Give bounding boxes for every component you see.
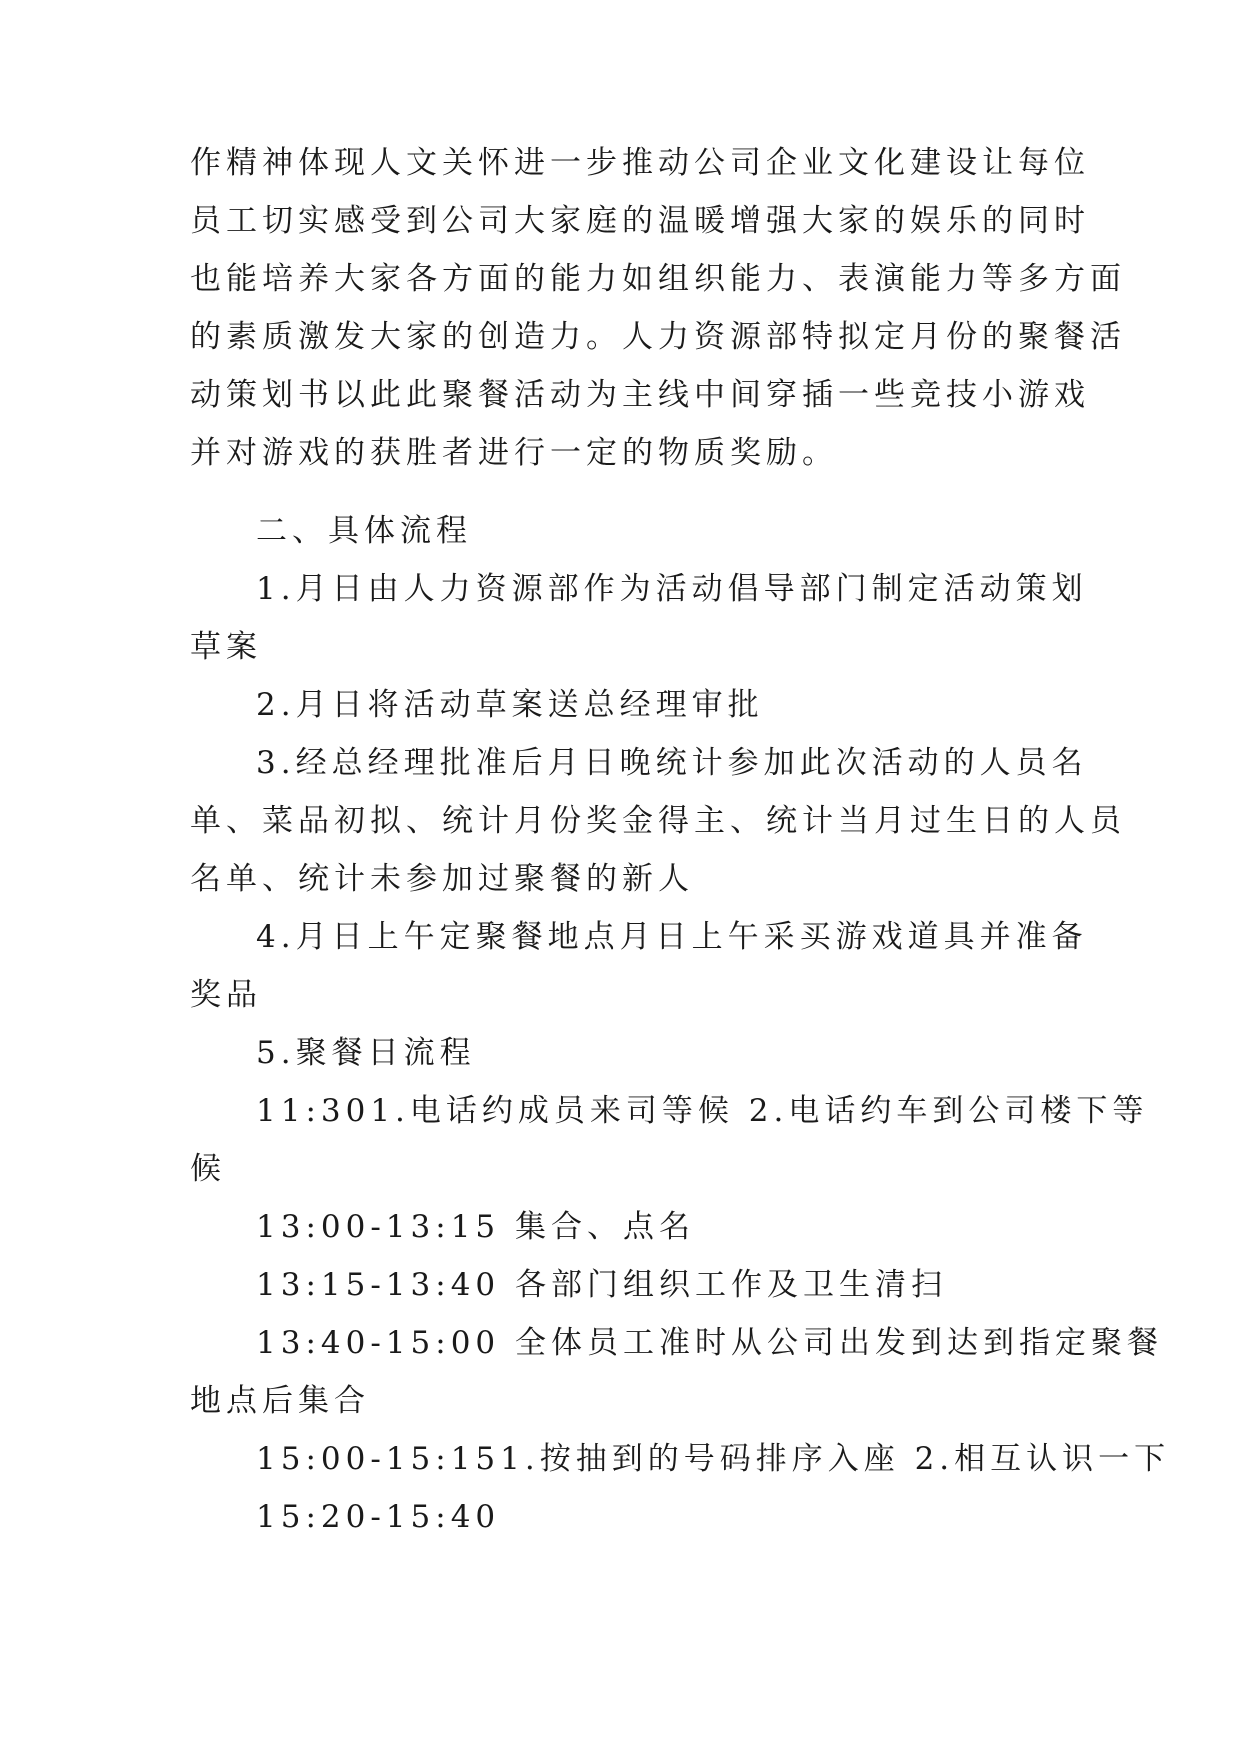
schedule-1520: 15:20-15:40 bbox=[256, 1499, 501, 1535]
schedule-1340-line-1: 13:40-15:00 全体员工准时从公司出发到达到指定聚餐 bbox=[256, 1325, 1164, 1361]
schedule-1315: 13:15-13:40 各部门组织工作及卫生清扫 bbox=[256, 1267, 948, 1303]
schedule-1500: 15:00-15:151.按抽到的号码排序入座 2.相互认识一下 bbox=[256, 1441, 1171, 1477]
intro-line-6: 并对游戏的获胜者进行一定的物质奖励。 bbox=[190, 435, 838, 471]
intro-line-1: 作精神体现人文关怀进一步推动公司企业文化建设让每位 bbox=[190, 145, 1090, 181]
step-2: 2.月日将活动草案送总经理审批 bbox=[256, 687, 764, 723]
intro-line-5: 动策划书以此此聚餐活动为主线中间穿插一些竞技小游戏 bbox=[190, 377, 1090, 413]
intro-line-3: 也能培养大家各方面的能力如组织能力、表演能力等多方面 bbox=[190, 261, 1126, 297]
schedule-1340-line-2: 地点后集合 bbox=[190, 1383, 370, 1419]
step-4-line-2: 奖品 bbox=[190, 977, 262, 1013]
step-5: 5.聚餐日流程 bbox=[256, 1035, 476, 1071]
step-1-line-2: 草案 bbox=[190, 629, 262, 665]
step-3-line-3: 名单、统计未参加过聚餐的新人 bbox=[190, 861, 694, 897]
section-heading: 二、具体流程 bbox=[256, 513, 472, 549]
step-4-line-1: 4.月日上午定聚餐地点月日上午采买游戏道具并准备 bbox=[256, 919, 1088, 955]
schedule-1130-line-1: 11:301.电话约成员来司等候 2.电话约车到公司楼下等 bbox=[256, 1093, 1149, 1129]
schedule-1300: 13:00-13:15 集合、点名 bbox=[256, 1209, 696, 1245]
step-3-line-2: 单、菜品初拟、统计月份奖金得主、统计当月过生日的人员 bbox=[190, 803, 1126, 839]
schedule-1130-line-2: 候 bbox=[190, 1151, 226, 1187]
intro-line-2: 员工切实感受到公司大家庭的温暖增强大家的娱乐的同时 bbox=[190, 203, 1090, 239]
step-3-line-1: 3.经总经理批准后月日晚统计参加此次活动的人员名 bbox=[256, 745, 1088, 781]
intro-line-4: 的素质激发大家的创造力。人力资源部特拟定月份的聚餐活 bbox=[190, 319, 1126, 355]
step-1-line-1: 1.月日由人力资源部作为活动倡导部门制定活动策划 bbox=[256, 571, 1088, 607]
